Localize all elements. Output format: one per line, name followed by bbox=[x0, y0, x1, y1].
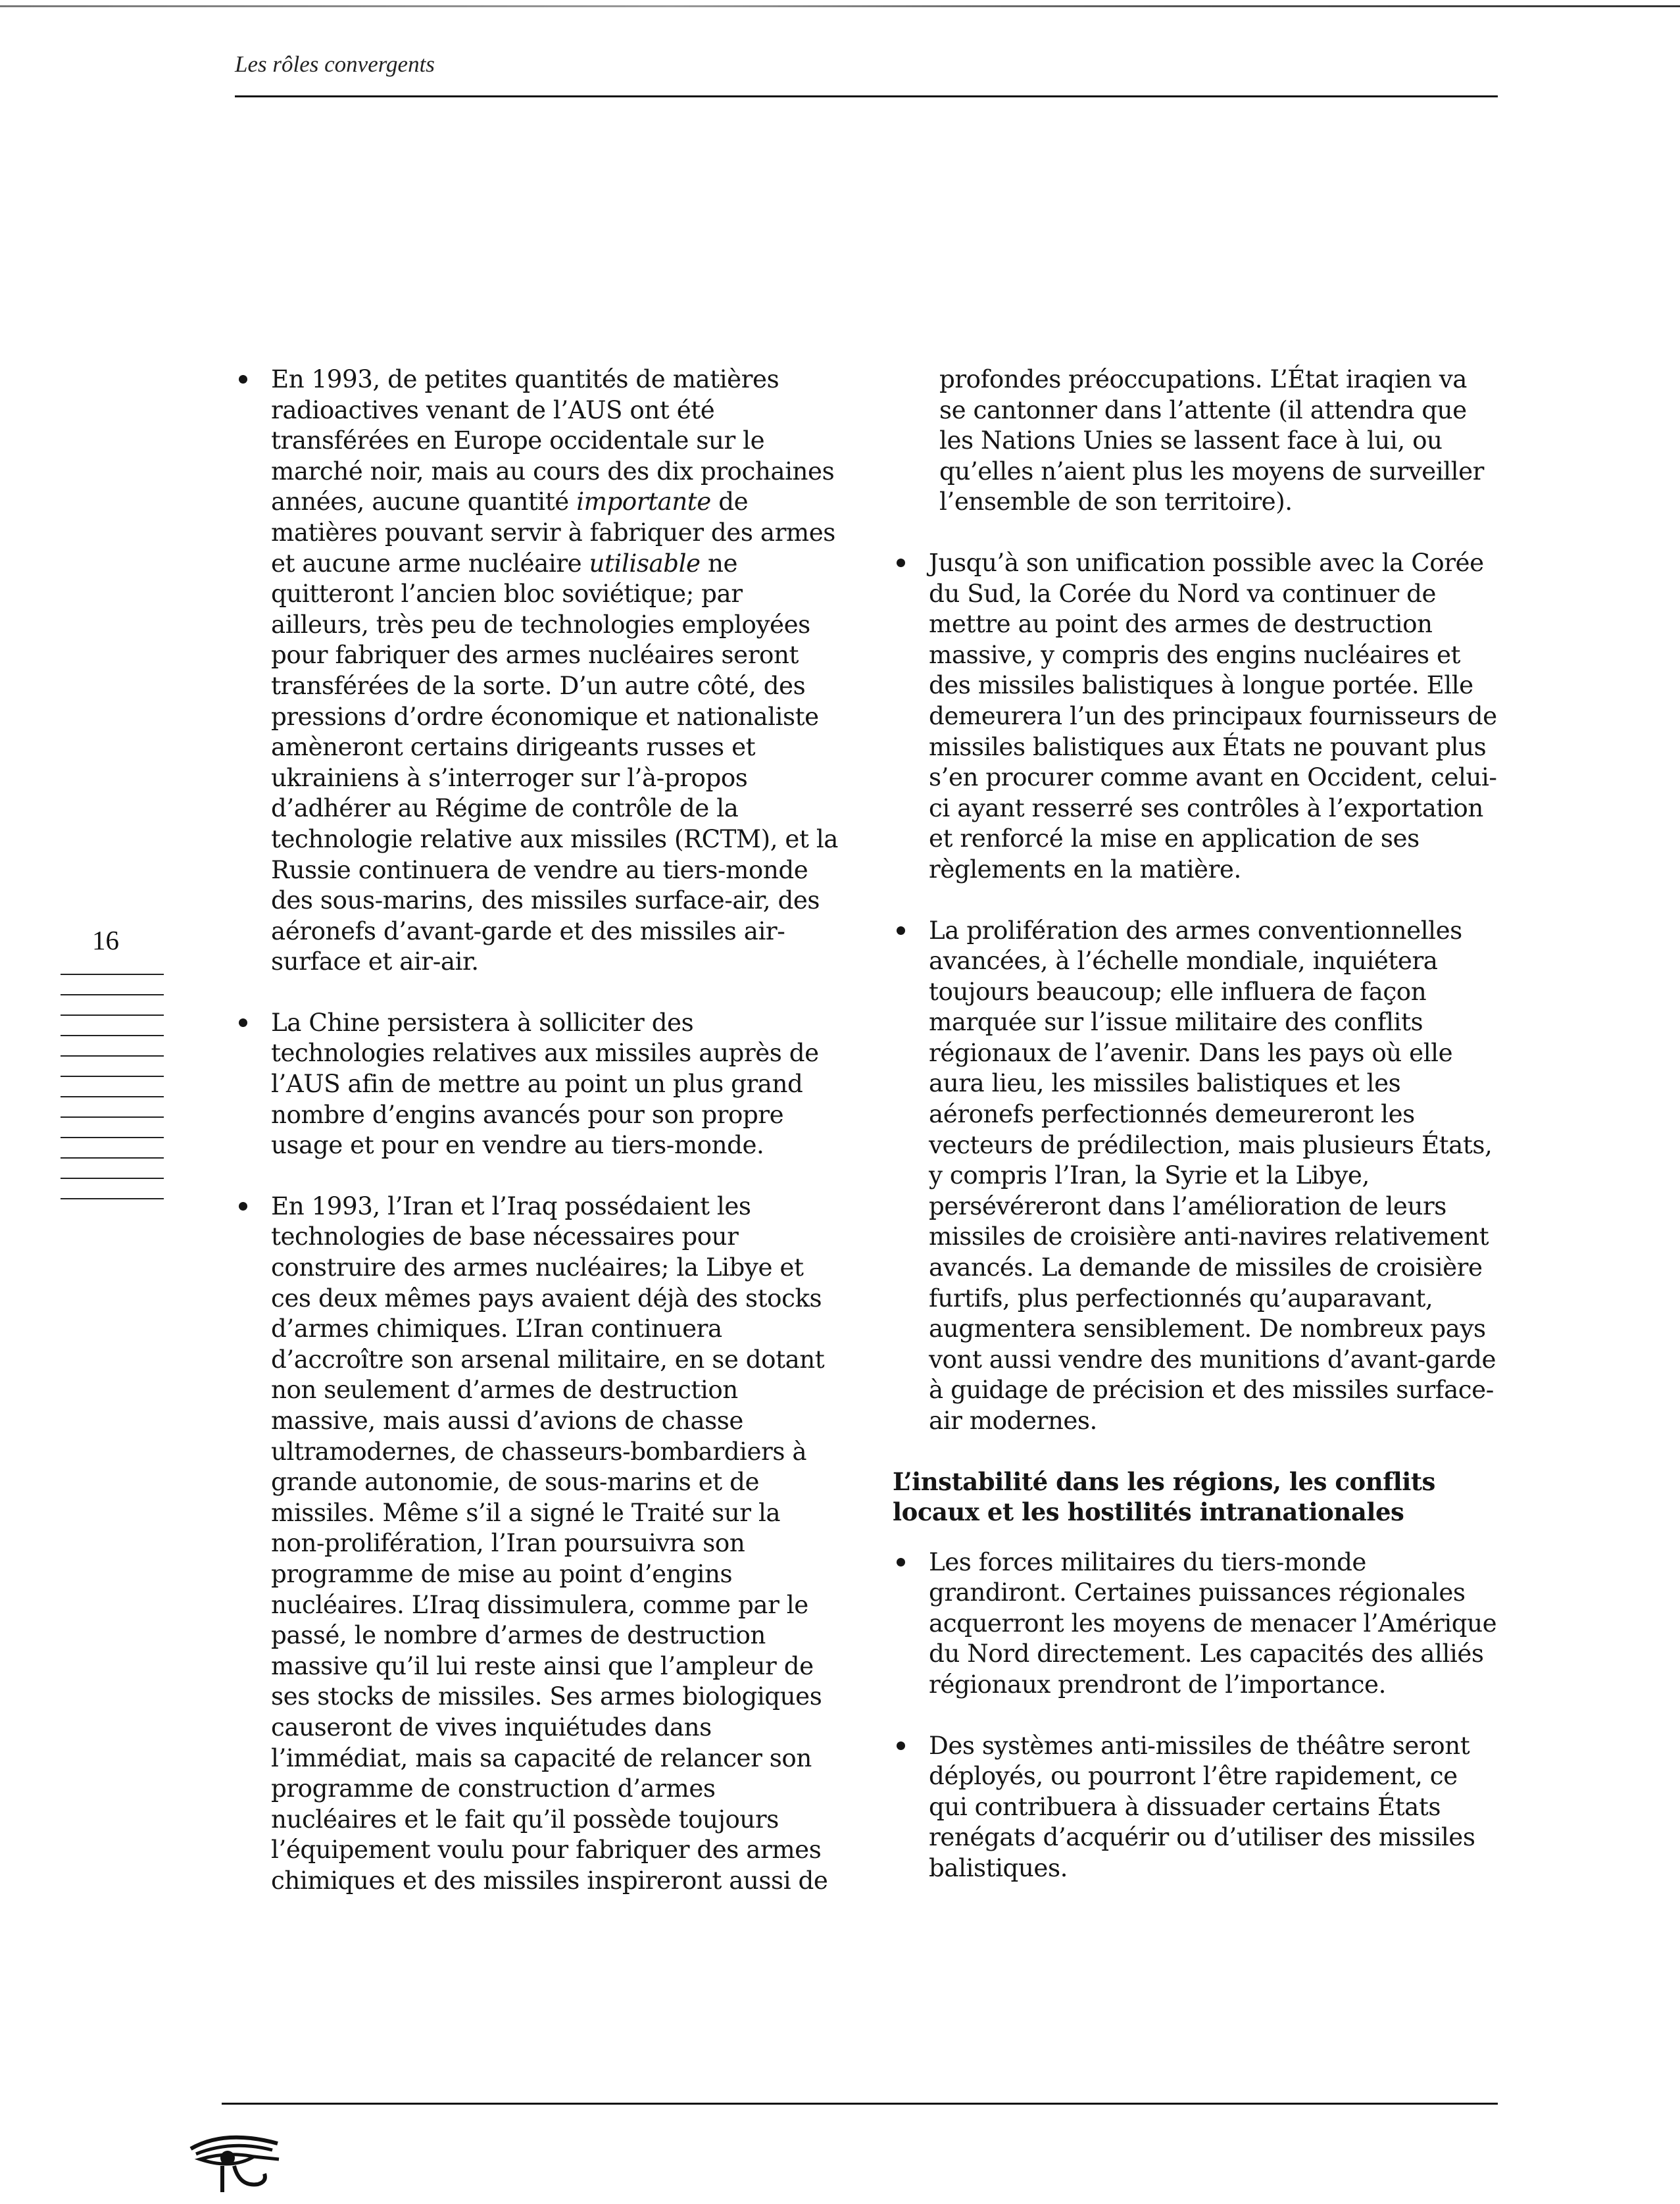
bullet-text: Les forces militaires du tiers-monde grandiront. Certaines puissances régionales acquerront les moyens de menacer l’Amérique du Nord directement. Les capacités des alliés régionaux prendront de l’importance. bbox=[929, 1547, 1497, 1699]
bullet-text: En 1993, de petites quantités de matières radioactives venant de l’AUS ont été transférées en Europe occidentale sur le marché noir, mais au cours des dix prochaines années, aucune quantité importante de matières pouvant servir à fabriquer des armes et aucune arme nucléaire utilisable ne quitteront l’ancien bloc soviétique; par ailleurs, très peu de technologies employées pour fabriquer des armes nucléaires seront transférées de la sorte. D’un autre côté, des pressions d’ordre économique et nationaliste amèneront certains dirigeants russes et ukrainiens à s’interroger sur l’à-propos d’adhérer au Régime de contrôle de la technologie relative aux missiles (RCTM), et la Russie continuera de vendre au tiers-monde des sous-marins, des missiles surface-air, des aéronefs d’avant-garde et des missiles air-surface et air-air. bbox=[271, 364, 839, 976]
bullet-dot-icon bbox=[897, 926, 905, 935]
continued-paragraph: profondes préoccupations. L’État iraqien va se cantonner dans l’attente (il attendra que les Nations Unies se lassent face à lui, ou qu’elles n’aient plus les moyens de surveiller l’ensemble de son territoire). bbox=[939, 364, 1484, 516]
bullet-dot-icon bbox=[897, 1558, 905, 1566]
bullet-dot-icon bbox=[239, 1018, 247, 1027]
bullet-dot-icon bbox=[897, 1741, 905, 1750]
margin-rules bbox=[61, 974, 164, 1218]
bullet-item bbox=[893, 547, 1498, 885]
page-number: 16 bbox=[92, 925, 119, 955]
bullet-dot-icon bbox=[897, 559, 905, 567]
bullet-item bbox=[893, 915, 1498, 1436]
bullet-text: Jusqu’à son unification possible avec la Corée du Sud, la Corée du Nord va continuer de mettre au point des armes de destruction massive, y compris des engins nucléaires et des missiles balistiques à longue portée. Elle demeurera l’un des principaux fournisseurs de missiles balistiques aux États ne pouvant plus s’en procurer comme avant en Occident, celui-ci ayant resserré ses contrôles à l’exportation et renforcé la mise en application de ses règlements en la matière. bbox=[929, 547, 1497, 884]
left-column bbox=[235, 364, 840, 1926]
bullet-text: La prolifération des armes conventionnelles avancées, à l’échelle mondiale, inquiétera toujours beaucoup; elle influera de façon marquée sur l’issue militaire des conflits régionaux de l’avenir. Dans les pays où elle aura lieu, les missiles balistiques et les aéronefs perfectionnés demeureront les vecteurs de prédilection, mais plusieurs États, y compris l’Iran, la Syrie et la Libye, persévéreront dans l’amélioration de leurs missiles de croisière anti-navires relativement avancés. La demande de missiles de croisière furtifs, plus perfectionnés qu’auparavant, augmentera sensiblement. De nombreux pays vont aussi vendre des munitions d’avant-garde à guidage de précision et des missiles surface-air modernes. bbox=[929, 915, 1496, 1435]
bullet-item bbox=[893, 1730, 1498, 1884]
running-head: Les rôles convergents bbox=[235, 51, 435, 77]
right-column bbox=[893, 364, 1498, 1914]
bullet-item bbox=[235, 1191, 840, 1896]
bullet-text: La Chine persistera à solliciter des technologies relatives aux missiles auprès de l’AUS afin de mettre au point un plus grand nombre d’engins avancés pour son propre usage et pour en vendre au tiers-monde. bbox=[271, 1007, 819, 1160]
bullet-item bbox=[235, 364, 840, 977]
bullet-item bbox=[893, 1547, 1498, 1700]
bullet-dot-icon bbox=[239, 375, 247, 384]
bullet-item bbox=[235, 1007, 840, 1161]
bullet-text: En 1993, l’Iran et l’Iraq possédaient les technologies de base nécessaires pour construire des armes nucléaires; la Libye et ces deux mêmes pays avaient déjà des stocks d’armes chimiques. L’Iran continuera d’accroître son arsenal militaire, en se dotant non seulement d’armes de destruction massive, mais aussi d’avions de chasse ultramodernes, de chasseurs-bombardiers à grande autonomie, de sous-marins et de missiles. Même s’il a signé le Traité sur la non-prolifération, l’Iran poursuivra son programme de mise au point d’engins nucléaires. L’Iraq dissimulera, comme par le passé, le nombre d’armes de destruction massive qu’il lui reste ainsi que l’ampleur de ses stocks de missiles. Ses armes biologiques causeront de vives inquiétudes dans l’immédiat, mais sa capacité de relancer son programme de construction d’armes nucléaires et le fait qu’il possède toujours l’équipement voulu pour fabriquer des armes chimiques et des missiles inspireront aussi de bbox=[271, 1191, 828, 1895]
eye-logo-icon bbox=[185, 2124, 284, 2196]
section-heading: L’instabilité dans les régions, les conflits locaux et les hostilités intranationales bbox=[893, 1466, 1435, 1526]
bullet-dot-icon bbox=[239, 1202, 247, 1211]
bullet-text: Des systèmes anti-missiles de théâtre seront déployés, ou pourront l’être rapidement, ce qui contribuera à dissuader certains États renégats d’acquérir ou d’utiliser des missiles balistiques. bbox=[929, 1730, 1475, 1882]
header-rule bbox=[235, 95, 1498, 97]
scan-edge-line bbox=[0, 5, 1680, 7]
footer-rule bbox=[222, 2103, 1498, 2105]
